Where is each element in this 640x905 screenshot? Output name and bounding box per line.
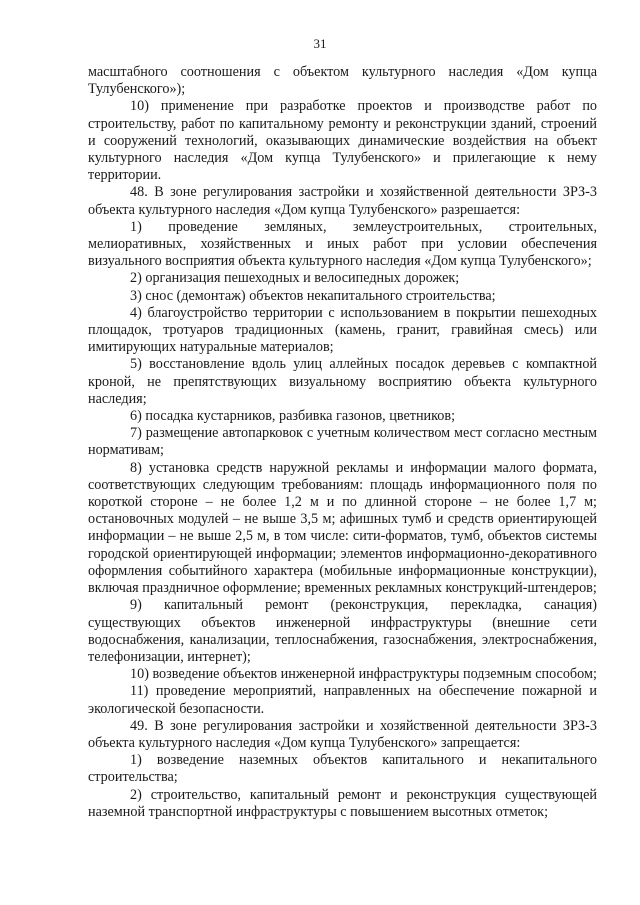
allowed-item-9: 9) капитальный ремонт (реконструкция, перекладка, санация) существующих объектов инженерной инфраструктуры (внешние сети водоснабжения, канализации, теплоснабжения, газоснабжения, электроснабжения, телефонизации, интернет); — [88, 597, 597, 665]
prohibited-item-2: 2) строительство, капитальный ремонт и реконструкция существующей наземной транспортной инфраструктуры с повышением высотных отметок; — [88, 786, 597, 820]
allowed-item-1: 1) проведение земляных, землеустроительных, строительных, мелиоративных, хозяйственных и иных работ при условии обеспечения визуального восприятия объекта культурного наследия «Дом купца Тулубенского»; — [88, 218, 597, 270]
allowed-item-7: 7) размещение автопарковок с учетным количеством мест согласно местным нормативам; — [88, 425, 597, 459]
allowed-item-2: 2) организация пешеходных и велосипедных дорожек; — [130, 270, 460, 287]
allowed-item-4: 4) благоустройство территории с использованием в покрытии пешеходных площадок, тротуаров традиционных (камень, гранит, гравийная смесь) или имитирующих натуральные материалов; — [88, 304, 597, 356]
allowed-item-3: 3) снос (демонтаж) объектов некапитального строительства; — [130, 287, 496, 304]
allowed-item-8: 8) установка средств наружной рекламы и информации малого формата, соответствующих следующим требованиям: площадь информационного поля по короткой стороне – не более 1,2 м и по длинной стороне – не более 1,7 м; остановочных модулей – не выше 3,5 м; афишных тумб и средств ориентирующей информации – не выше 2,5 м, в том числе: сити-форматов, тумб, объектов системы городской ориентирующей информации; элементов информационно-декоративного оформления событийного характера (мобильные информационные конструкции), включая праздничное оформление; временных рекламных конструкций-штендеров; — [88, 459, 597, 597]
prohibited-item-1: 1) возведение наземных объектов капитального и некапитального строительства; — [88, 752, 597, 786]
clause-49-heading: 49. В зоне регулирования застройки и хозяйственной деятельности ЗРЗ-3 объекта культурного наследия «Дом купца Тулубенского» запрещается: — [88, 717, 597, 751]
list-item-10-technologies: 10) применение при разработке проектов и производстве работ по строительству, работ по капитальному ремонту и реконструкции зданий, строений и сооружений технологий, оказывающих динамические воздействия на объект культурного наследия «Дом купца Тулубенского» и прилегающие к нему территории. — [88, 98, 597, 184]
allowed-item-11: 11) проведение мероприятий, направленных на обеспечение пожарной и экологической безопасности. — [88, 683, 597, 717]
clause-48-heading: 48. В зоне регулирования застройки и хозяйственной деятельности ЗРЗ-3 объекта культурного наследия «Дом купца Тулубенского» разрешается: — [88, 184, 597, 218]
allowed-item-5: 5) восстановление вдоль улиц аллейных посадок деревьев с компактной кроной, не препятствующих визуальному восприятию объекта культурного наследия; — [88, 356, 597, 407]
page-number: 31 — [313, 36, 327, 51]
allowed-item-6: 6) посадка кустарников, разбивка газонов, цветников; — [130, 408, 456, 425]
document-body — [88, 64, 597, 821]
allowed-item-10: 10) возведение объектов инженерной инфраструктуры подземным способом; — [130, 666, 597, 683]
paragraph-continuation: масштабного соотношения с объектом культурного наследия «Дом купца Тулубенского»); — [88, 64, 597, 98]
